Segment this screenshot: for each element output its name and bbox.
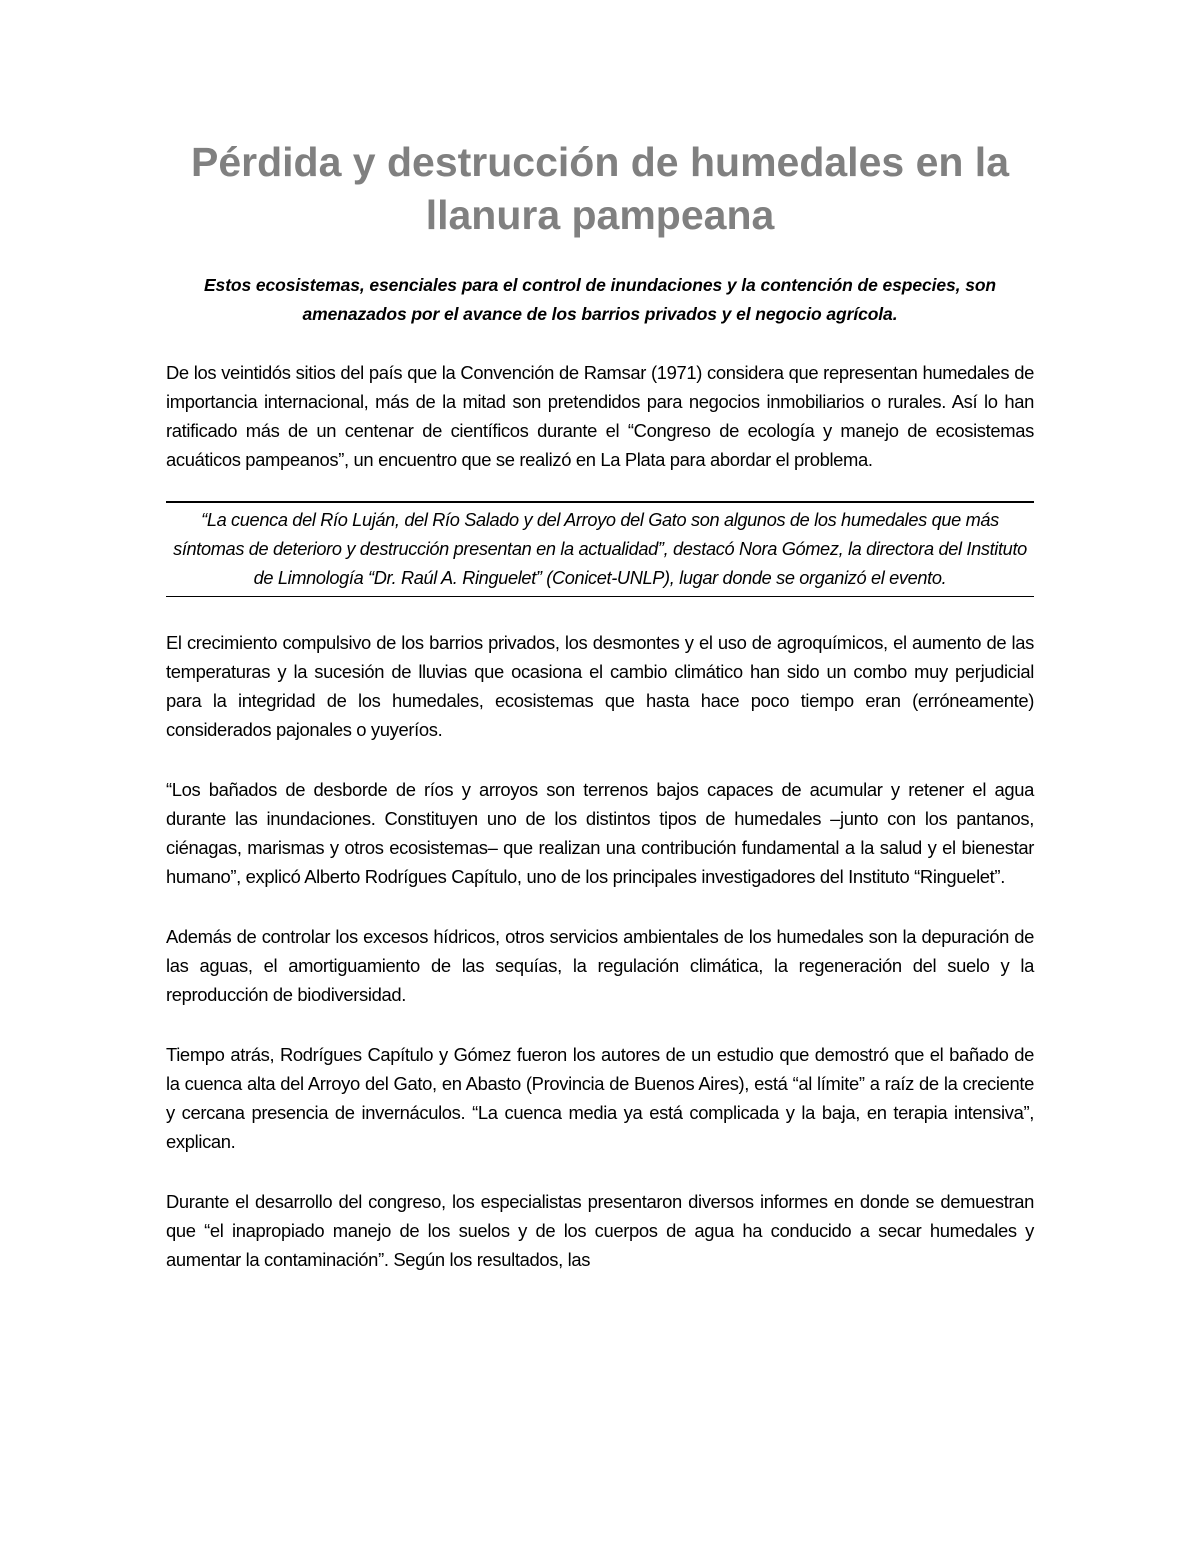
paragraph-services: Además de controlar los excesos hídricos, otros servicios ambientales de los humedales son la depuración de las aguas, el amortiguamiento de las sequías, la regulación climática, la regeneración del suelo y la reproducción de biodiversidad. (166, 926, 1034, 1005)
paragraph-growth: El crecimiento compulsivo de los barrios privados, los desmontes y el uso de agroquímicos, el aumento de las temperaturas y la sucesión de lluvias que ocasiona el cambio climático han sido un combo muy perjudicial para la integridad de los humedales, ecosistemas que hasta hace poco tiempo eran (erróneamente) considerados pajonales o yuyeríos. (166, 632, 1034, 740)
paragraph-study: Tiempo atrás, Rodrígues Capítulo y Gómez fueron los autores de un estudio que demostró que el bañado de la cuenca alta del Arroyo del Gato, en Abasto (Provincia de Buenos Aires), está “al límite” a raíz de la creciente y cercana presencia de invernáculos. “La cuenca media ya está complicada y la baja, en terapia intensiva”, explican. (166, 1044, 1034, 1152)
document-subtitle: Estos ecosistemas, esenciales para el control de inundaciones y la contención de especies, son amenazados por el avance de los barrios privados y el negocio agrícola. (203, 275, 997, 324)
paragraph-congress: Durante el desarrollo del congreso, los especialistas presentaron diversos informes en donde se demuestran que “el inapropiado manejo de los suelos y de los cuerpos de agua ha conducido a secar humedales y aumentar la contaminación”. Según los resultados, las (166, 1191, 1034, 1270)
pull-quote-text: “La cuenca del Río Luján, del Río Salado y del Arroyo del Gato son algunos de los humedales que más síntomas de deterioro y destrucción presentan en la actualidad”, destacó Nora Gómez, la directora del Instituto de Limnología “Dr. Raúl A. Ringuelet” (Conicet-UNLP), lugar donde se organizó el evento. (173, 510, 1027, 588)
document-body (166, 136, 1034, 1274)
paragraph-banados: “Los bañados de desborde de ríos y arroyos son terrenos bajos capaces de acumular y retener el agua durante las inundaciones. Constituyen uno de los distintos tipos de humedales –junto con los pantanos, ciénagas, marismas y otros ecosistemas– que realizan una contribución fundamental a la salud y el bienestar humano”, explicó Alberto Rodrígues Capítulo, uno de los principales investigadores del Instituto “Ringuelet”. (166, 779, 1034, 887)
document-title: Pérdida y destrucción de humedales en la llanura pampeana (191, 139, 1009, 238)
paragraph-ramsar: De los veintidós sitios del país que la Convención de Ramsar (1971) considera que representan humedales de importancia internacional, más de la mitad son pretendidos para negocios inmobiliarios o rurales. Así lo han ratificado más de un centenar de científicos durante el “Congreso de ecología y manejo de ecosistemas acuáticos pampeanos”, un encuentro que se realizó en La Plata para abordar el problema. (166, 362, 1034, 470)
pull-quote-box (166, 501, 1034, 597)
